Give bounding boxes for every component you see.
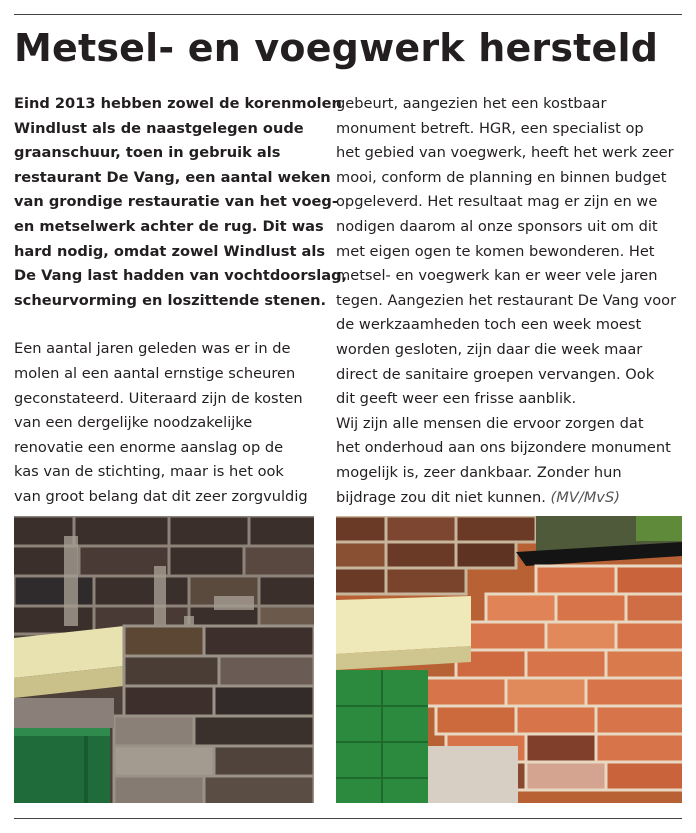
body-line: het onderhoud aan ons bijzondere monument — [336, 439, 671, 457]
lead-line: De Vang last hadden van vochtdoorslag, — [14, 267, 348, 285]
lead-line: restaurant De Vang, een aantal weken — [14, 168, 331, 186]
brickwork-before-illustration — [14, 516, 314, 803]
lead-line: Eind 2013 hebben zowel de korenmolen — [14, 95, 342, 112]
closing-text: bijdrage zou dit niet kunnen. — [336, 488, 551, 506]
top-rule — [14, 14, 682, 15]
article-title: Metsel- en voegwerk hersteld — [14, 26, 659, 70]
body-line: nodigen daarom al onze sponsors uit om dit — [336, 217, 658, 235]
lead-line: en metselwerk achter de rug. Dit was — [14, 217, 324, 235]
lead-paragraph — [14, 92, 348, 313]
body-line: van een dergelijke noodzakelijke — [14, 414, 253, 432]
body-line — [336, 486, 636, 511]
lead-line: hard nodig, omdat zowel Windlust als — [14, 242, 326, 260]
right-column — [336, 92, 677, 510]
body-line: molen al een aantal ernstige scheuren — [14, 364, 296, 382]
body-line: mooi, conform de planning en binnen budget — [336, 168, 667, 186]
body-line: geconstateerd. Uiteraard zijn de kosten — [14, 389, 303, 407]
lead-line: graanschuur, toen in gebruik als — [14, 144, 281, 162]
lead-line: van grondige restauratie van het voeg- — [14, 193, 338, 211]
body-line: Een aantal jaren geleden was er in de — [14, 340, 291, 358]
left-column — [14, 92, 348, 510]
body-paragraph-left — [14, 337, 314, 509]
body-line: het gebied van voegwerk, heeft het werk zeer — [336, 144, 674, 162]
signature: (MV/MvS) — [550, 488, 620, 506]
body-line: gebeurt, aangezien het een kostbaar — [336, 95, 607, 112]
body-line: renovatie een enorme aanslag op de — [14, 438, 284, 456]
lead-line: Windlust als de naastgelegen oude — [14, 119, 304, 137]
photo-brickwork-before — [14, 516, 314, 803]
body-line: van groot belang dat dit zeer zorgvuldig — [14, 487, 308, 505]
body-line: de werkzaamheden toch een week moest — [336, 316, 642, 334]
body-line: dit geeft weer een frisse aanblik. — [336, 390, 577, 408]
lead-line: scheurvorming en loszittende stenen. — [14, 291, 327, 309]
body-line: met eigen ogen te komen bewonderen. Het — [336, 242, 655, 260]
bottom-rule — [14, 818, 682, 819]
body-line: metsel- en voegwerk kan er weer vele jaren — [336, 267, 658, 285]
body-line: tegen. Aangezien het restaurant De Vang voor — [336, 291, 677, 309]
body-line: worden gesloten, zijn daar die week maar — [336, 340, 643, 358]
body-line: monument betreft. HGR, een specialist op — [336, 119, 644, 137]
photo-brickwork-after — [336, 516, 682, 803]
body-line: direct de sanitaire groepen vervangen. Ook — [336, 365, 655, 383]
body-line: opgeleverd. Het resultaat mag er zijn en we — [336, 193, 658, 211]
brickwork-after-illustration — [336, 516, 682, 803]
body-paragraph-right — [336, 92, 677, 510]
body-line: mogelijk is, zeer dankbaar. Zonder hun — [336, 463, 622, 481]
body-line: Wij zijn alle mensen die ervoor zorgen dat — [336, 414, 644, 432]
body-line: kas van de stichting, maar is het ook — [14, 463, 284, 481]
